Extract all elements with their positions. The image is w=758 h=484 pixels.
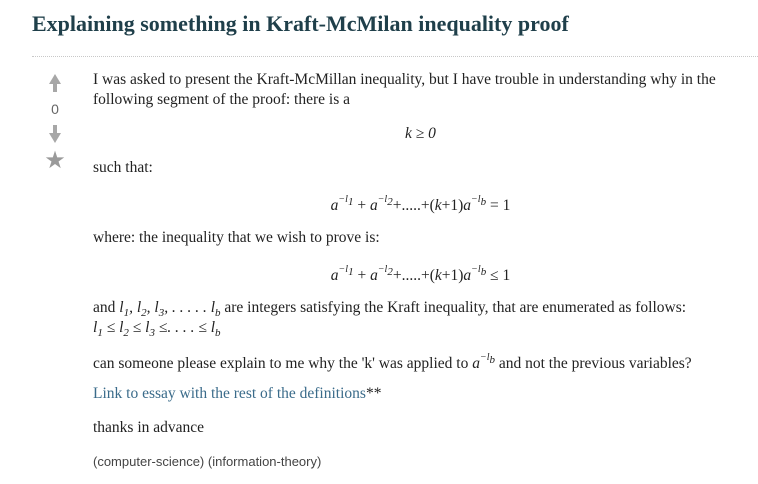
question-suffix: and not the previous variables? (498, 355, 692, 373)
upvote-arrow-icon[interactable] (49, 74, 61, 84)
vote-column (40, 70, 70, 173)
equation-kraft-inequality: $a^{-l_1} + a^{-l_2}+.....+(k+1)a^{-l_b} \le 1$ (330, 264, 511, 285)
equation-k-text: k ≥ 0 (405, 125, 436, 142)
and-prefix: and (93, 299, 116, 316)
tag-list (93, 452, 748, 472)
equation-k (93, 124, 748, 144)
body-question-line (93, 350, 748, 374)
lengths-list-math: $l_1$, $l_2$, $l_3$, . . . . . $l_b$ (119, 299, 221, 320)
equation-sum-equals-one: $a^{-l_1} + a^{-l_2}+.....+(k+1)a^{-l_b} = 1$ (330, 194, 511, 215)
essay-link[interactable]: Link to essay with the rest of the definitions (93, 385, 366, 402)
and-suffix: are integers satisfying the Kraft inequality, that are enumerated as follows: (224, 299, 687, 316)
downvote-arrow-stem[interactable] (53, 125, 57, 133)
title-divider (32, 56, 758, 57)
question-title[interactable]: Explaining something in Kraft-McMilan inequality proof (32, 11, 569, 36)
body-such-that: such that: (93, 159, 153, 176)
body-where: where: the inequality that we wish to prove is: (93, 229, 380, 246)
link-suffix: ** (365, 385, 382, 402)
a-power-lb-math: $a^{-l_b}$ (472, 352, 495, 373)
favorite-star-icon[interactable]: ★ (44, 148, 66, 174)
upvote-arrow-stem[interactable] (53, 84, 57, 92)
question-prefix: can someone please explain to me why the 'k' was applied to (93, 355, 469, 373)
body-paragraph-intro: I was asked to present the Kraft-McMillan inequality, but I have trouble in understanding why in the following segment of the proof: there is a (93, 71, 716, 108)
tag-computer-science[interactable]: (computer-science) (93, 454, 205, 469)
body-thanks: thanks in advance (93, 419, 205, 436)
body-link-line (93, 384, 748, 404)
downvote-arrow-icon[interactable] (49, 133, 61, 143)
ordering-math: $l_1 \le l_2 \le l_3$ ≤. . . . ≤ $l_b$ (93, 319, 221, 340)
tag-information-theory[interactable]: (information-theory) (207, 454, 322, 469)
vote-count: 0 (51, 101, 59, 117)
